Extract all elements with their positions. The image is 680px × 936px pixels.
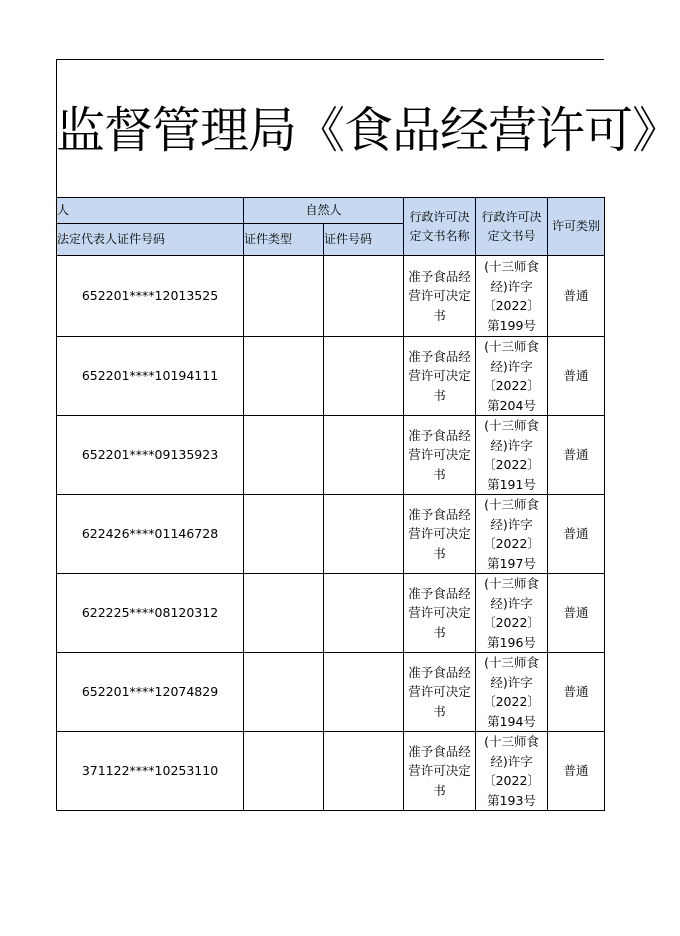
cell-legal-id [57, 337, 244, 416]
header-group-natural: 自然人 [244, 198, 404, 224]
cell-decision-no [476, 337, 548, 416]
header-row-1 [57, 198, 605, 224]
cell-decision-no-text: (十三师食经)许字〔2022〕第199号 [483, 259, 540, 333]
table-row [57, 653, 605, 732]
cell-id-type [244, 495, 324, 574]
cell-legal-id [57, 495, 244, 574]
cell-legal-id-text: 371122****10253110 [81, 763, 219, 779]
cell-legal-id-text: 622225****08120312 [81, 605, 219, 621]
cell-id-type [244, 732, 324, 811]
cell-decision-name-text: 准予食品经营许可决定书 [408, 664, 471, 719]
header-license-type: 许可类别 [548, 198, 605, 256]
header-decision-name [404, 198, 476, 256]
cell-decision-name [404, 337, 476, 416]
cell-license-type [548, 495, 605, 574]
cell-decision-no-text: (十三师食经)许字〔2022〕第193号 [483, 734, 540, 808]
cell-id-type [244, 337, 324, 416]
cell-license-type [548, 732, 605, 811]
cell-id-type [244, 653, 324, 732]
header-decision-no-label: 行政许可决定文书号 [481, 209, 542, 243]
cell-decision-name-text: 准予食品经营许可决定书 [408, 506, 471, 561]
cell-decision-name-text: 准予食品经营许可决定书 [408, 427, 471, 482]
cell-decision-no-text: (十三师食经)许字〔2022〕第197号 [483, 497, 540, 571]
cell-decision-no [476, 495, 548, 574]
cell-decision-no-text: (十三师食经)许字〔2022〕第204号 [483, 339, 540, 413]
cell-decision-name-text: 准予食品经营许可决定书 [408, 743, 471, 798]
cell-license-type-text: 普通 [563, 684, 589, 700]
cell-id-number [324, 256, 404, 337]
cell-decision-name [404, 256, 476, 337]
cell-legal-id-text: 652201****12074829 [81, 684, 219, 700]
cell-id-number [324, 337, 404, 416]
cell-license-type [548, 653, 605, 732]
cell-decision-name [404, 732, 476, 811]
cell-legal-id [57, 416, 244, 495]
cell-legal-id [57, 653, 244, 732]
cell-id-type [244, 416, 324, 495]
cell-decision-no [476, 732, 548, 811]
cell-decision-no-text: (十三师食经)许字〔2022〕第196号 [483, 576, 540, 650]
header-legal-id: 法定代表人证件号码 [57, 224, 244, 256]
cell-legal-id [57, 732, 244, 811]
header-id-number: 证件号码 [324, 224, 404, 256]
cell-license-type-text: 普通 [563, 605, 589, 621]
cell-id-number [324, 732, 404, 811]
cell-legal-id-text: 652201****10194111 [81, 368, 219, 384]
cell-license-type-text: 普通 [563, 288, 589, 304]
cell-decision-no [476, 574, 548, 653]
sheet-top-border [56, 59, 604, 60]
cell-decision-name-text: 准予食品经营许可决定书 [408, 268, 471, 323]
table-row [57, 574, 605, 653]
cell-decision-name [404, 495, 476, 574]
table-row [57, 256, 605, 337]
header-decision-no [476, 198, 548, 256]
cell-license-type [548, 337, 605, 416]
cell-id-number [324, 495, 404, 574]
cell-legal-id [57, 256, 244, 337]
page-title: 监督管理局《食品经营许可》 [56, 102, 680, 159]
cell-license-type [548, 574, 605, 653]
cell-decision-name [404, 574, 476, 653]
cell-id-number [324, 416, 404, 495]
cell-license-type-text: 普通 [563, 763, 589, 779]
cell-license-type-text: 普通 [563, 447, 589, 463]
cell-decision-name-text: 准予食品经营许可决定书 [408, 348, 471, 403]
cell-id-type [244, 256, 324, 337]
cell-license-type-text: 普通 [563, 368, 589, 384]
table-row [57, 416, 605, 495]
cell-license-type [548, 416, 605, 495]
cell-decision-name [404, 416, 476, 495]
cell-decision-name-text: 准予食品经营许可决定书 [408, 585, 471, 640]
cell-decision-name [404, 653, 476, 732]
cell-legal-id-text: 622426****01146728 [81, 526, 219, 542]
cell-license-type [548, 256, 605, 337]
cell-legal-id [57, 574, 244, 653]
cell-id-type [244, 574, 324, 653]
license-table [56, 197, 605, 811]
header-decision-name-label: 行政许可决定文书名称 [409, 209, 470, 243]
cell-decision-no [476, 256, 548, 337]
spreadsheet-page [56, 59, 680, 808]
cell-decision-no-text: (十三师食经)许字〔2022〕第191号 [483, 418, 540, 492]
table-row [57, 495, 605, 574]
cell-legal-id-text: 652201****09135923 [81, 447, 219, 463]
header-id-type: 证件类型 [244, 224, 324, 256]
cell-license-type-text: 普通 [563, 526, 589, 542]
table-row [57, 732, 605, 811]
cell-id-number [324, 653, 404, 732]
cell-id-number [324, 574, 404, 653]
cell-decision-no [476, 653, 548, 732]
cell-decision-no [476, 416, 548, 495]
cell-legal-id-text: 652201****12013525 [81, 288, 219, 304]
header-group-left: 人 [57, 198, 244, 224]
table-row [57, 337, 605, 416]
cell-decision-no-text: (十三师食经)许字〔2022〕第194号 [483, 655, 540, 729]
